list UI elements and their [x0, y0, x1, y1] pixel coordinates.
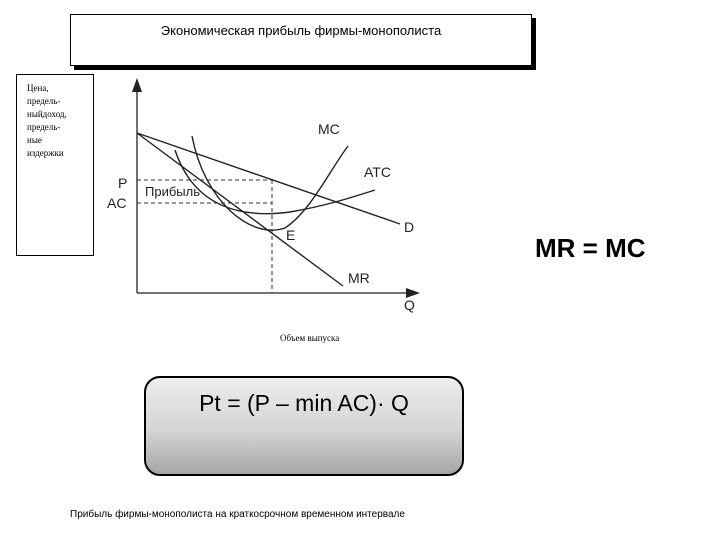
y-axis-arrow: [132, 78, 142, 92]
profit-formula: Pt = (P – min AC)· Q: [199, 390, 409, 416]
mc-label: MC: [318, 121, 340, 137]
equilibrium-label: E: [286, 227, 296, 243]
x-axis-caption: Объем выпуска: [280, 333, 340, 343]
formula-box: [144, 376, 464, 476]
demand-label: D: [404, 219, 415, 235]
mr-label: MR: [348, 270, 370, 286]
marginal-revenue-curve: [137, 133, 343, 286]
y-axis-label: Цена, предель- ныйдоход, предель- ные издержки: [27, 83, 67, 158]
profit-label: Прибыль: [145, 184, 200, 199]
bottom-caption: Прибыль фирмы-монополиста на краткосрочном временном интервале: [70, 509, 405, 520]
diagram-title: Экономическая прибыль фирмы-монополиста: [160, 23, 442, 38]
ac-label: AC: [107, 195, 127, 211]
marginal-cost-curve: [192, 136, 348, 230]
average-total-cost-curve: [175, 150, 375, 214]
demand-curve: [137, 133, 400, 224]
equilibrium-rule: MR = MC: [535, 233, 646, 263]
price-label: P: [118, 175, 128, 191]
atc-label: ATC: [364, 164, 391, 180]
quantity-axis-label: Q: [404, 297, 415, 313]
